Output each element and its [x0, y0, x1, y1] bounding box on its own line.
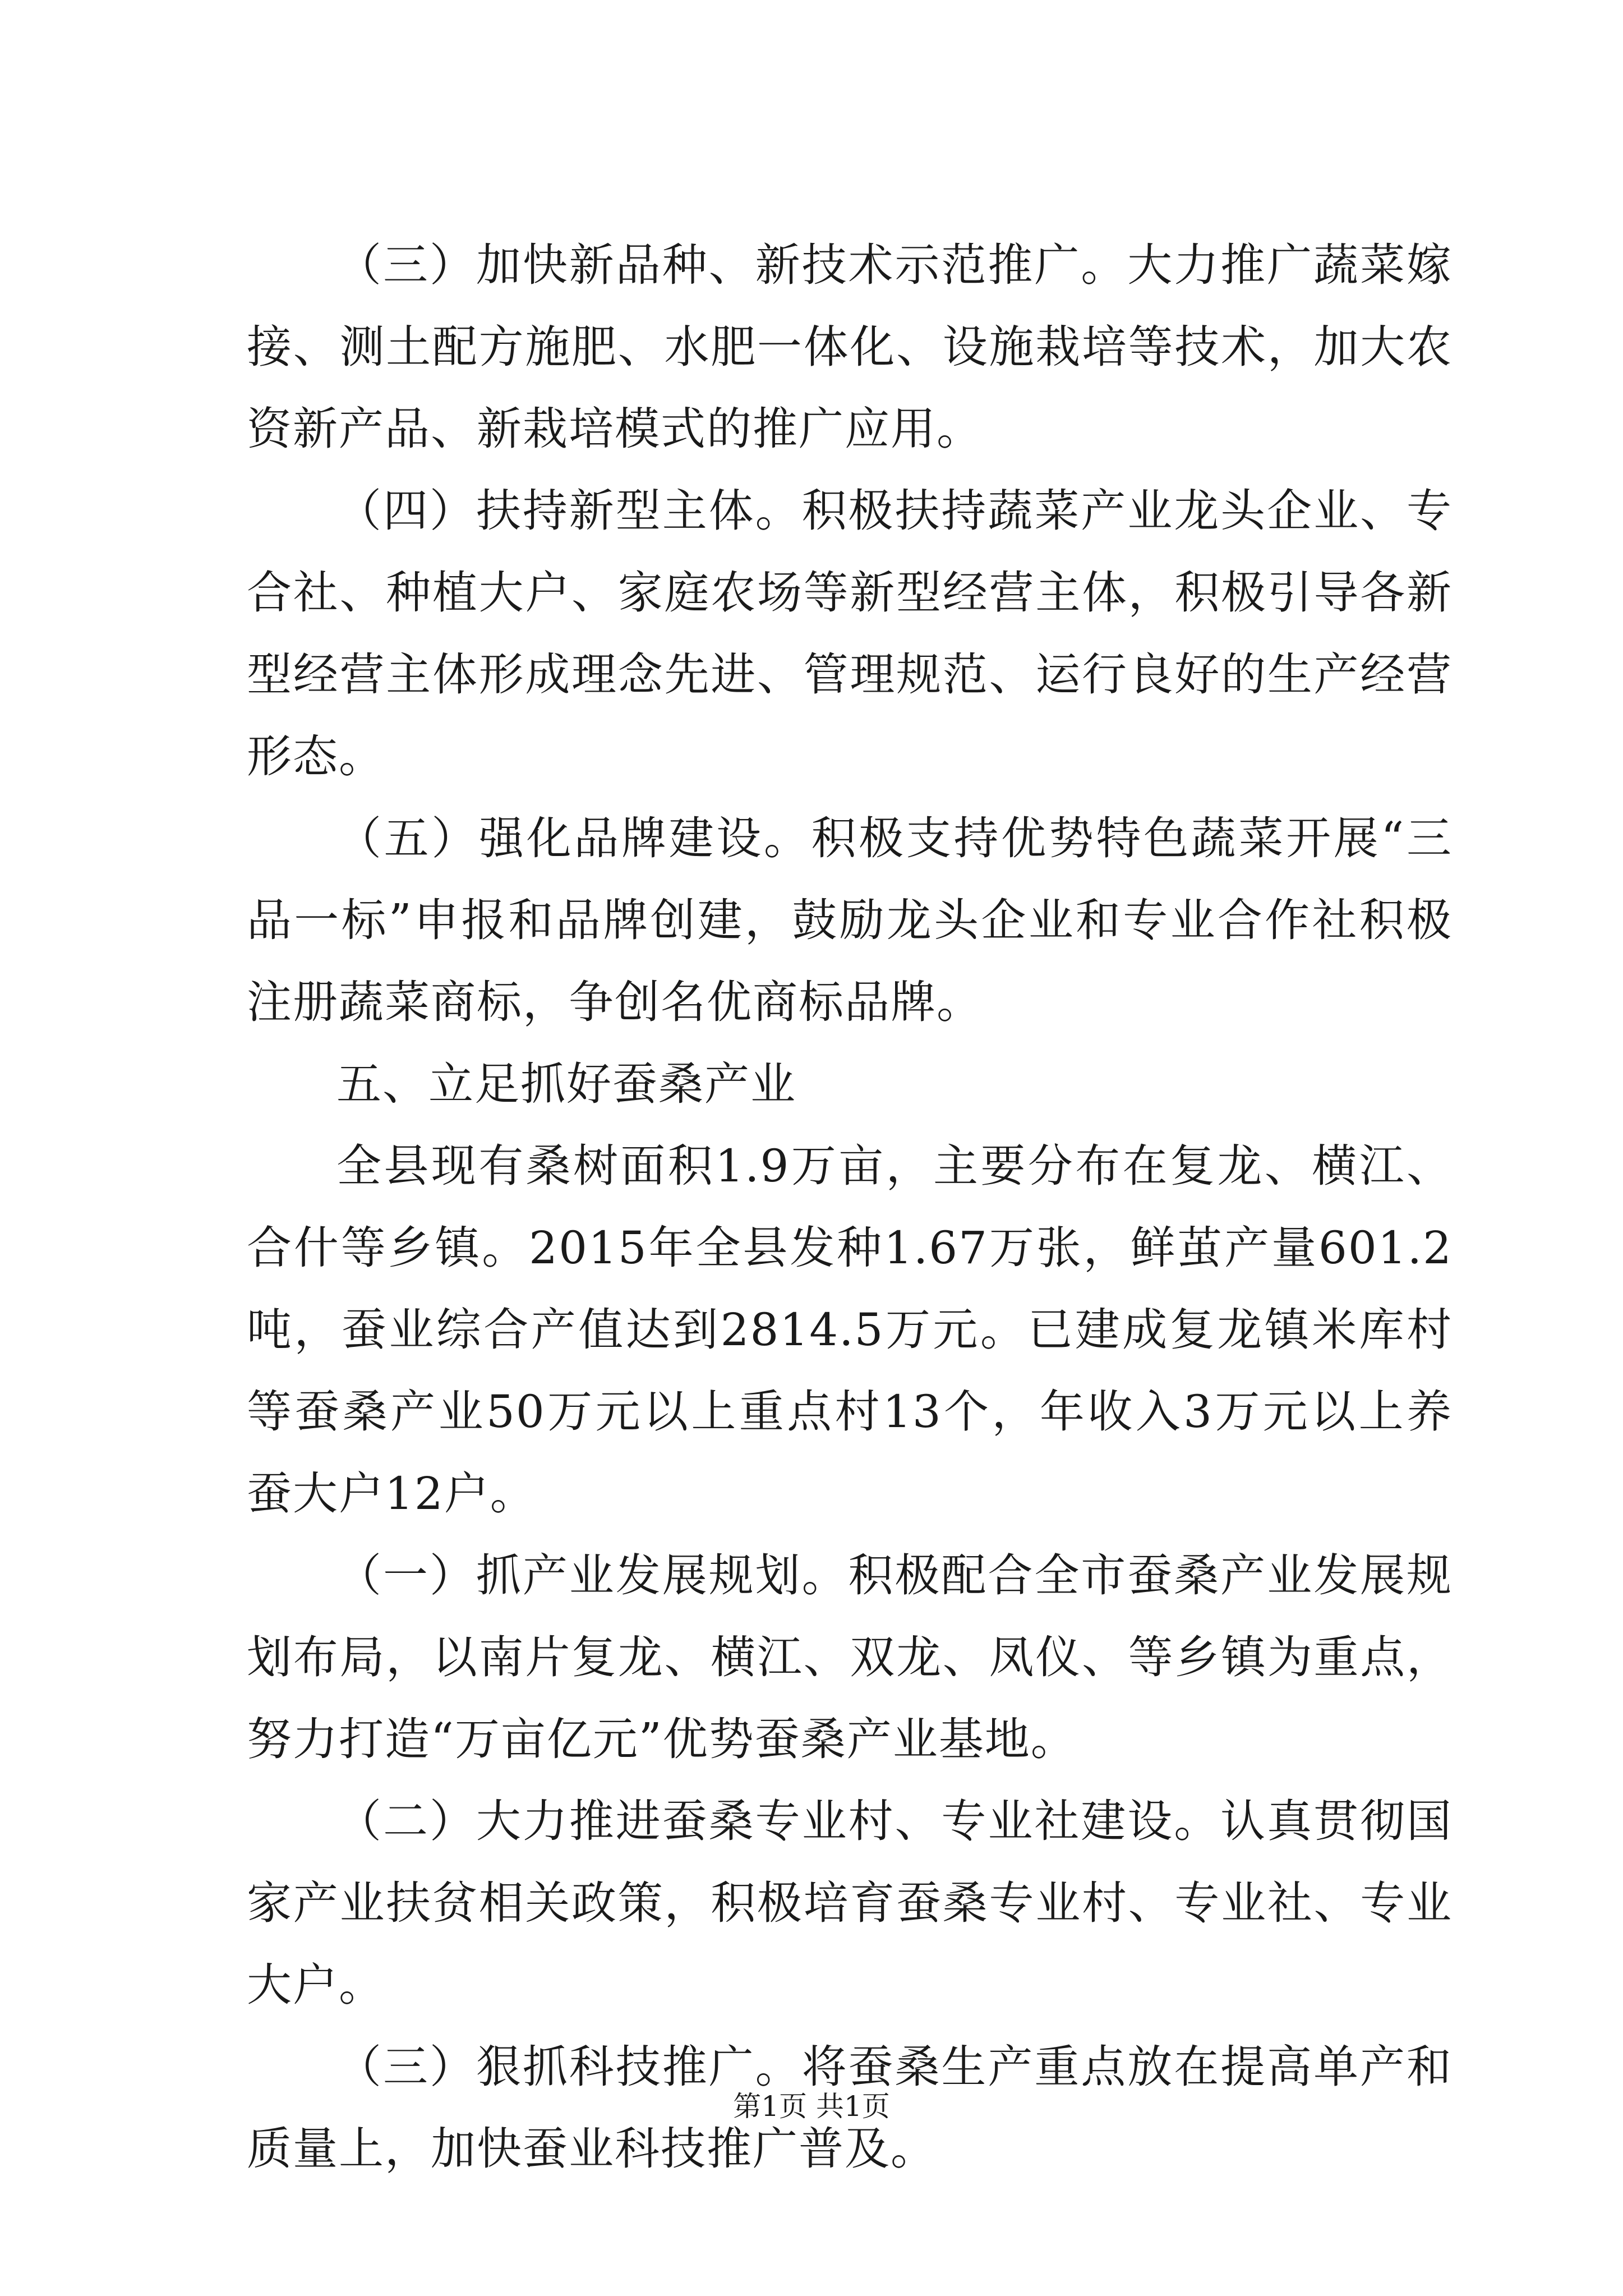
- paragraph-industry-planning: （一）抓产业发展规划。积极配合全市蚕桑产业发展规划布局，以南片复龙、横江、双龙、凤仪、等乡镇为重点，努力打造“万亩亿元”优势蚕桑产业基地。: [247, 1549, 1453, 1765]
- page-footer: [0, 2087, 1623, 2126]
- paragraph-sericulture-overview: 全县现有桑树面积1.9万亩，主要分布在复龙、横江、合什等乡镇。2015年全县发种1.67万张，鲜茧产量601.2吨，蚕业综合产值达到2814.5万元。已建成复龙镇米库村等蚕桑产业50万元以上重点村13个，年收入3万元以上养蚕大户12户。: [247, 1140, 1453, 1520]
- paragraph-specialized-villages: （二）大力推进蚕桑专业村、专业社建设。认真贯彻国家产业扶贫相关政策，积极培育蚕桑专业村、专业社、专业大户。: [247, 1795, 1453, 2011]
- paragraph-brand-building: （五）强化品牌建设。积极支持优势特色蔬菜开展“三品一标”申报和品牌创建，鼓励龙头企业和专业合作社积极注册蔬菜商标，争创名优商标品牌。: [247, 812, 1453, 1028]
- page-number: 第1页 共1页: [733, 2090, 890, 2123]
- section-heading-sericulture: 五、立足抓好蚕桑产业: [336, 1058, 796, 1110]
- document-body: [247, 224, 1453, 2190]
- paragraph-new-entities: （四）扶持新型主体。积极扶持蔬菜产业龙头企业、专合社、种植大户、家庭农场等新型经营主体，积极引导各新型经营主体形成理念先进、管理规范、运行良好的生产经营形态。: [247, 485, 1453, 783]
- paragraph-new-varieties: （三）加快新品种、新技术示范推广。大力推广蔬菜嫁接、测土配方施肥、水肥一体化、设施栽培等技术，加大农资新产品、新栽培模式的推广应用。: [247, 239, 1453, 455]
- paragraph-tech-promotion: （三）狠抓科技推广。将蚕桑生产重点放在提高单产和质量上，加快蚕业科技推广普及。: [247, 2041, 1453, 2175]
